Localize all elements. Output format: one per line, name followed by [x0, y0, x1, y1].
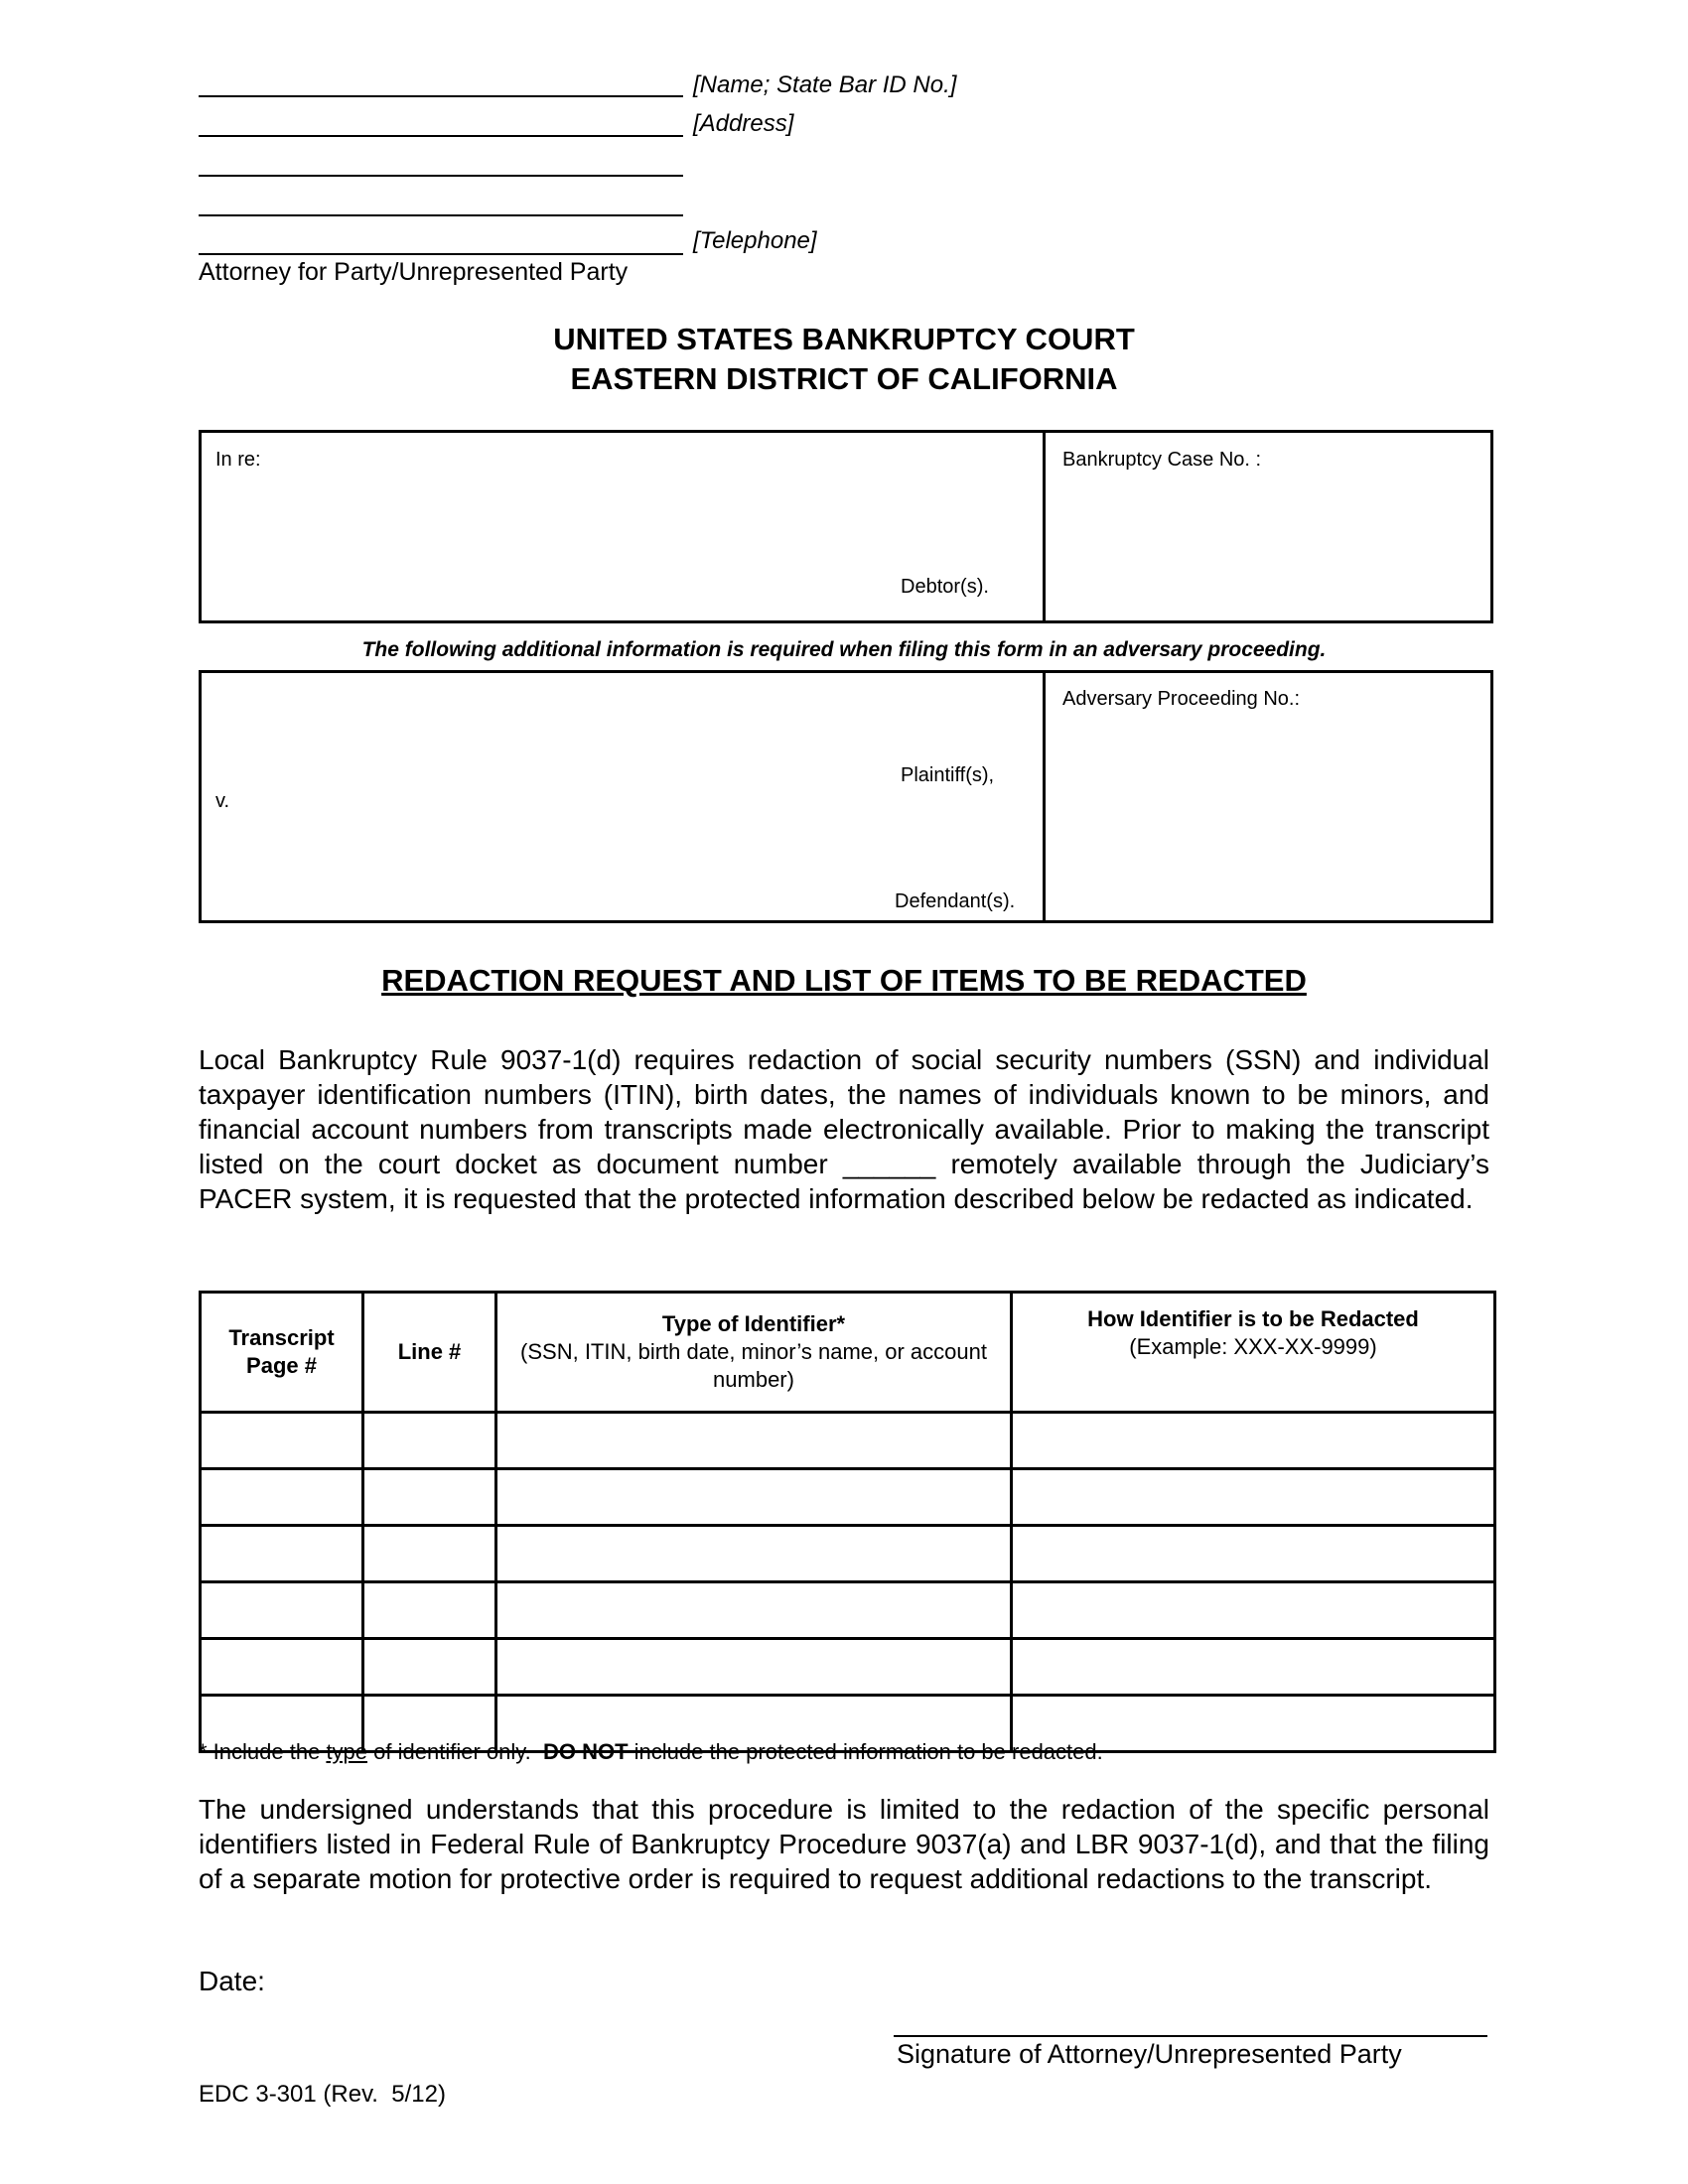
- name-label: [Name; State Bar ID No.]: [693, 71, 957, 98]
- versus-label: v.: [215, 790, 230, 812]
- table-row: [201, 1413, 1495, 1469]
- telephone-line[interactable]: [199, 253, 683, 255]
- cell-identifier-type[interactable]: [496, 1639, 1012, 1696]
- plaintiff-name-field[interactable]: [209, 685, 884, 774]
- cell-transcript-page[interactable]: [201, 1413, 363, 1469]
- footnote-part2: of identifier only.: [373, 1739, 531, 1764]
- col-line-number: [363, 1293, 496, 1413]
- col-transcript-page-label: Transcript Page #: [228, 1325, 335, 1378]
- col-redaction-method-title: How Identifier is to be Redacted: [1087, 1306, 1419, 1331]
- cell-identifier-type[interactable]: [496, 1469, 1012, 1526]
- table-row: [201, 1639, 1495, 1696]
- intro-paragraph: [199, 1042, 1489, 1216]
- attorney-label: Attorney for Party/Unrepresented Party: [199, 258, 629, 286]
- table-footnote: [199, 1739, 1103, 1765]
- understanding-paragraph: The undersigned understands that this procedure is limited to the redaction of the specific personal identifiers listed in Federal Rule of Bankruptcy Procedure 9037(a) and LBR 9037-1(d), and that the filing of a separate motion for protective order is required to request additional redactions to the transcript.: [199, 1794, 1489, 1894]
- name-line[interactable]: [199, 95, 683, 97]
- cell-redaction-method[interactable]: [1012, 1526, 1495, 1582]
- adversary-number-field[interactable]: [1048, 720, 1484, 913]
- col-identifier-type-title: Type of Identifier*: [661, 1311, 846, 1336]
- cell-identifier-type[interactable]: [496, 1526, 1012, 1582]
- cell-line-number[interactable]: [363, 1582, 496, 1639]
- cell-identifier-type[interactable]: [496, 1582, 1012, 1639]
- address-line[interactable]: [199, 135, 683, 137]
- telephone-label: [Telephone]: [693, 227, 817, 254]
- document-title: REDACTION REQUEST AND LIST OF ITEMS TO BE REDACTED: [381, 963, 1307, 998]
- intro-text-1: Local Bankruptcy Rule 9037-1(d) requires redaction of social security numbers (SSN) and individual taxpayer identification numbers (ITIN), birth dates, the names of individuals known to be minors, and financial account numbers from transcripts made electronically available. Prior to making the transcript listed on the court docket as document number: [199, 1044, 1489, 1179]
- case-number-label: Bankruptcy Case No. :: [1062, 449, 1262, 471]
- cell-redaction-method[interactable]: [1012, 1469, 1495, 1526]
- cell-redaction-method[interactable]: [1012, 1639, 1495, 1696]
- in-re-label: In re:: [215, 449, 261, 471]
- document-number-blank[interactable]: ______: [842, 1149, 936, 1179]
- date-field[interactable]: [278, 1961, 774, 2000]
- plaintiffs-label: Plaintiff(s),: [901, 764, 995, 786]
- date-label: Date:: [199, 1966, 265, 1996]
- address-line-3[interactable]: [199, 214, 683, 216]
- caption-divider: [1043, 430, 1046, 623]
- address-label: [Address]: [693, 110, 794, 137]
- signature-line[interactable]: [894, 2035, 1487, 2037]
- table-row: [201, 1526, 1495, 1582]
- adversary-note: The following additional information is required when filing this form in an adversary proceeding.: [361, 638, 1327, 661]
- cell-line-number[interactable]: [363, 1469, 496, 1526]
- defendant-name-field[interactable]: [209, 824, 884, 913]
- cell-identifier-type[interactable]: [496, 1413, 1012, 1469]
- address-line-2[interactable]: [199, 175, 683, 177]
- debtor-name-field[interactable]: [209, 477, 1033, 566]
- table-header-row: [201, 1293, 1495, 1413]
- cell-redaction-method[interactable]: [1012, 1413, 1495, 1469]
- table-row: [201, 1469, 1495, 1526]
- adversary-number-label: Adversary Proceeding No.:: [1062, 688, 1301, 710]
- table-row: [201, 1582, 1495, 1639]
- cell-redaction-method[interactable]: [1012, 1582, 1495, 1639]
- cell-line-number[interactable]: [363, 1526, 496, 1582]
- form-id: EDC 3-301 (Rev. 5/12): [199, 2081, 446, 2108]
- defendants-label: Defendant(s).: [895, 890, 1016, 912]
- intro-text-2: remotely available through the Judiciary’s PACER system, it is requested that the protected information described below be redacted as indicated.: [199, 1149, 1490, 1214]
- court-district: EASTERN DISTRICT OF CALIFORNIA: [570, 361, 1118, 396]
- footnote-type-word: type: [326, 1739, 368, 1764]
- cell-transcript-page[interactable]: [201, 1639, 363, 1696]
- signature-label: Signature of Attorney/Unrepresented Party: [897, 2039, 1402, 2069]
- footnote-part3: include the protected information to be redacted.: [633, 1739, 1103, 1764]
- col-identifier-type-sub: (SSN, ITIN, birth date, minor’s name, or account number): [520, 1339, 987, 1392]
- case-number-field[interactable]: [1048, 481, 1484, 615]
- col-identifier-type: [496, 1293, 1012, 1413]
- footnote-part1: * Include the: [199, 1739, 321, 1764]
- adversary-divider: [1043, 670, 1046, 923]
- cell-line-number[interactable]: [363, 1413, 496, 1469]
- redaction-items-table: [199, 1291, 1496, 1753]
- col-redaction-method: [1012, 1293, 1495, 1413]
- debtors-label: Debtor(s).: [901, 576, 989, 598]
- cell-transcript-page[interactable]: [201, 1526, 363, 1582]
- court-name: UNITED STATES BANKRUPTCY COURT: [553, 322, 1135, 356]
- footnote-do-not: DO NOT: [542, 1739, 629, 1764]
- col-line-number-label: Line #: [397, 1339, 462, 1364]
- col-redaction-method-sub: (Example: XXX-XX-9999): [1129, 1334, 1377, 1359]
- cell-line-number[interactable]: [363, 1639, 496, 1696]
- col-transcript-page: [201, 1293, 363, 1413]
- cell-transcript-page[interactable]: [201, 1582, 363, 1639]
- cell-transcript-page[interactable]: [201, 1469, 363, 1526]
